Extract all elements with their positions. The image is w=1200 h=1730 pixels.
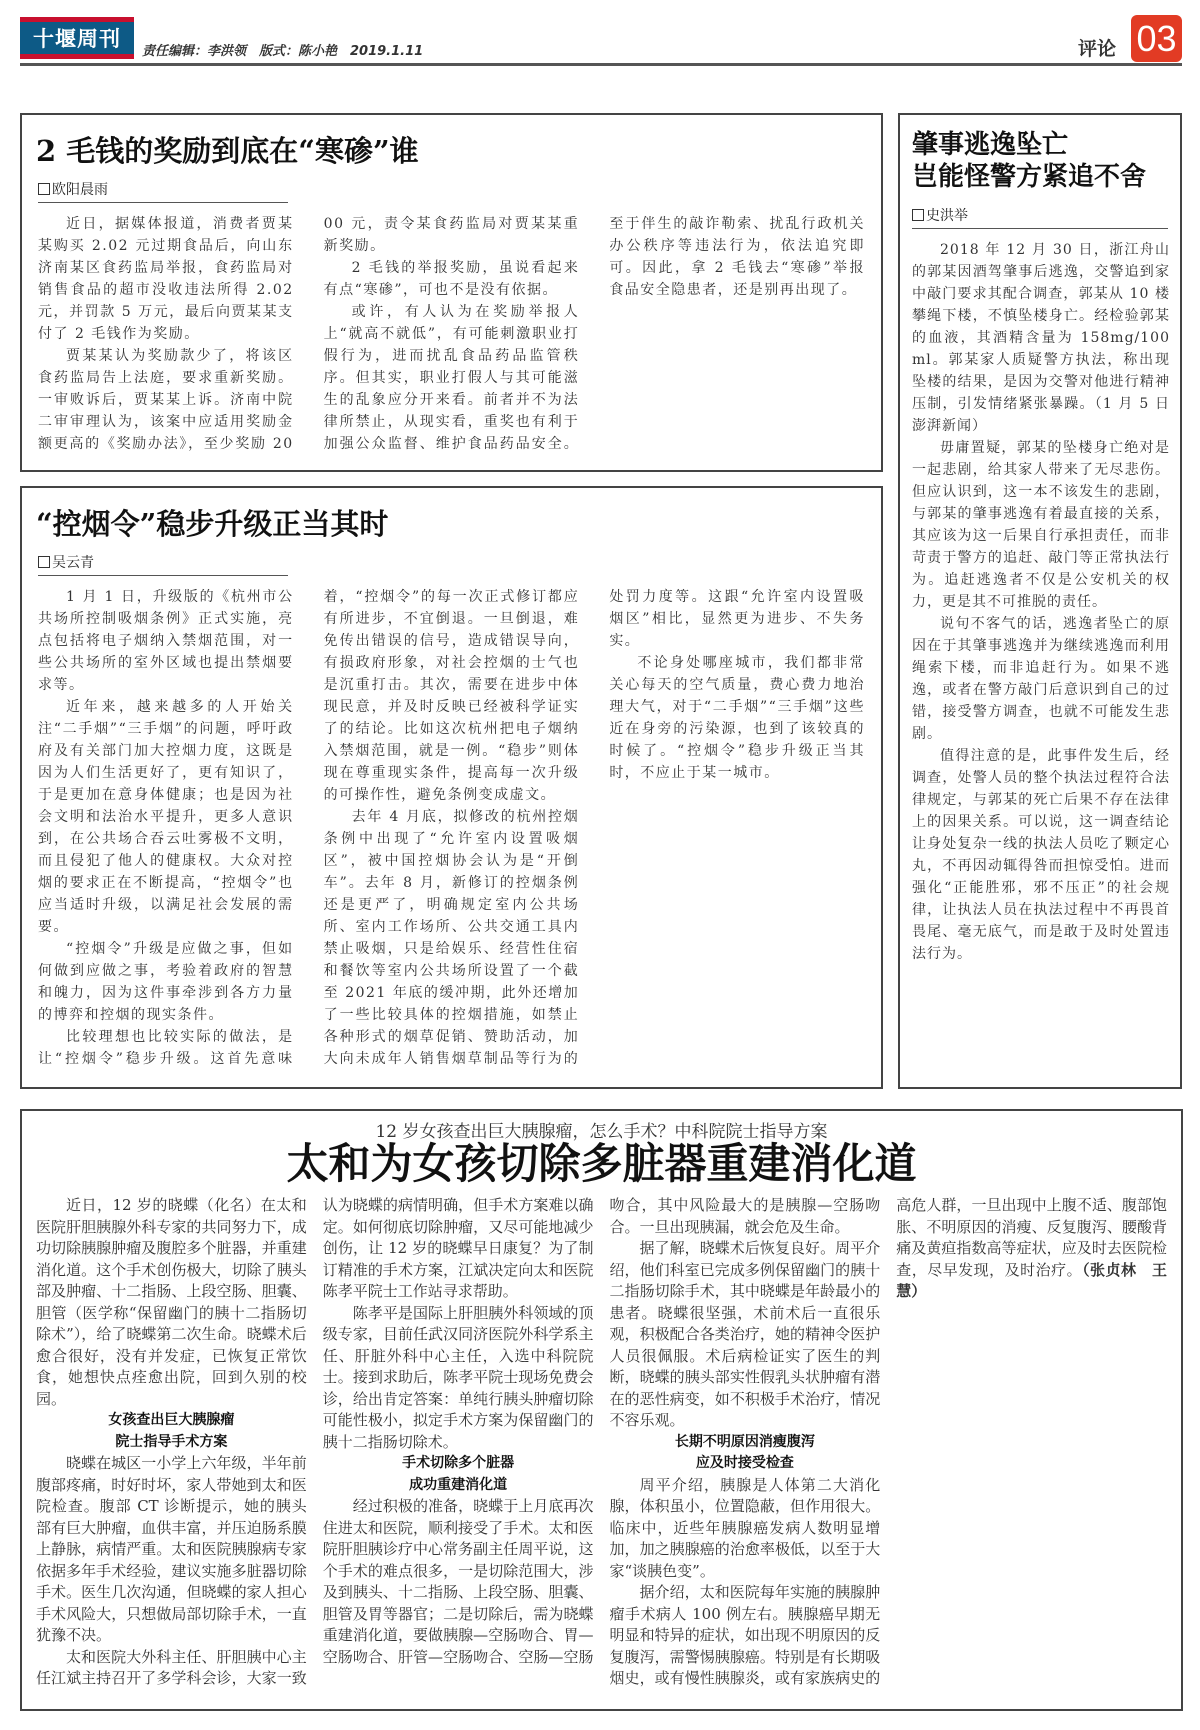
author-name: 吴云青	[52, 555, 94, 571]
subheading	[610, 1432, 881, 1475]
author-name: 史洪举	[926, 208, 968, 224]
paragraph: 不论身处哪座城市，我们都非常关心每天的空气质量，费心费力地治理大气，对于“二手烟”“三手烟”这些近在身旁的污染源，也到了该较真的时候了。“控烟令”稳步升级正当其时，不应止于某一城市。	[609, 655, 865, 781]
byline-box-icon	[38, 183, 50, 195]
subheading-line: 手术切除多个脏器	[402, 1455, 515, 1471]
title-line: 肇事逃逸坠亡	[912, 130, 1069, 160]
paragraph: 周平介绍，胰腺是人体第二大消化腺，体积虽小，位置隐蔽，但作用很大。临床中，近些年胰腺癌发病人数明显增加，加之胰腺癌的治愈率极低，以至于大家“谈胰色变”。	[609, 1475, 881, 1580]
feature-body	[36, 1195, 1167, 1703]
subheading-line: 院士指导手术方案	[115, 1433, 228, 1450]
sidebar-article	[898, 113, 1182, 1089]
paragraph: 1 月 1 日，升级版的《杭州市公共场所控制吸烟条例》正式实施，亮点包括将电子烟纳入禁烟范围，对一些公共场所的室外区域也提出禁烟要求等。	[38, 589, 294, 693]
article-body	[38, 213, 865, 463]
paragraph: 经过积极的准备，晓蝶于上月底再次住进太和医院，顺利接受了手术。太和医院肝胆胰诊疗中心常务副主任周平说，这个手术的难点很多，一是切除范围大，涉及到胰头、十二指肠、上段空肠、胆囊、胆管及胃等器官；二是切除后，需为晓蝶重建消化道，要做胰腺—空肠吻合、胃—空肠吻合、肝管—空肠吻合、空肠—空肠吻合，其中风险最大的是胰腺—空肠吻合。一旦出现胰漏，就会危及生命。	[322, 1196, 881, 1666]
paragraph: 毋庸置疑，郭某的坠楼身亡绝对是一起悲剧，给其家人带来了无尽悲伤。但应认识到，这一本不该发生的悲剧，与郭某的肇事逃逸有着最直接的关系，其应该为这一后果自行承担责任，而非苛责于警方的追赶、敲门等正常执法行为。追赶逃逸者不仅是公安机关的权力，更是其不可推脱的责任。	[912, 440, 1170, 610]
feature-kicker: 12 岁女孩查出巨大胰腺瘤，怎么手术？中科院院士指导方案	[375, 1122, 828, 1142]
subheading	[323, 1453, 594, 1496]
paragraph: 近年来，越来越多的人开始关注“二手烟”“三手烟”的问题，呼吁政府及有关部门加大控烟力度，这既是因为人们生活更好了，更有知识了，于是更加在意身体健康；也是因为社会文明和法治水平提升，更多人意识到，在公共场合吞云吐雾极不文明，而且侵犯了他人的健康权。大众对控烟的要求正在不断提高，“控烟令”也应当适时升级，以满足社会发展的需要。	[38, 699, 294, 935]
feature-article	[20, 1109, 1183, 1711]
subheading-line: 成功重建消化道	[409, 1476, 508, 1493]
title-line: 岂能怪警方紧追不舍	[912, 162, 1147, 192]
article-title: 2 毛钱的奖励到底在“寒碜”谁	[36, 134, 419, 168]
paragraph: 近日，据媒体报道，消费者贾某某购买 2.02 元过期食品后，向山东济南某区食药监局举报，食药监局对销售食品的超市没收违法所得 2.02 元，并罚款 5 万元，最后向贾某某支付了 2 毛钱作为奖励。	[38, 216, 294, 342]
paragraph: “控烟令”升级是应做之事，但如何做到应做之事，考验着政府的智慧和魄力，因为这件事牵涉到各方力量的博弈和控烟的现实条件。	[38, 941, 294, 1023]
feature-headline: 太和为女孩切除多脏器重建消化道	[286, 1139, 917, 1188]
paragraph: 太和医院大外科主任、肝胆胰中心主任江斌主持召开了多学科会诊，大家一致认为晓蝶的病情明确，但手术方案难以确定。如何彻底切除肿瘤，又尽可能地减少创伤，让 12 岁的晓蝶早日康复？为了制订精准的手术方案，江斌决定向太和医院陈孝平院士工作站寻求帮助。	[36, 1196, 594, 1687]
section-name: 评论	[1078, 38, 1117, 60]
paragraph: 或许，有人认为在奖励举报人上“就高不就低”，有可能刺激职业打假行为，进而扰乱食品药品监管秩序。但其实，职业打假人与其可能滋生的乱象应分开来看。前者并不为法律所禁止，从现实看，重奖也有利于加强公众监督、维护食品药品安全。至于伴生的敲诈勒索、扰乱行政机关办公秩序等违法行为，依法追究即可。因此，拿 2 毛钱去“寒碜”举报食品安全隐患者，还是别再出现了。	[323, 216, 865, 452]
paragraph: 近日，12 岁的晓蝶（化名）在太和医院肝胆胰腺外科专家的共同努力下，成功切除胰腺肿瘤及腹腔多个脏器，并重建消化道。这个手术创伤极大，切除了胰头部及肿瘤、十二指肠、上段空肠、胆囊、胆管（医学称“保留幽门的胰十二指肠切除术”），给了晓蝶第二次生命。晓蝶术后愈合很好，没有并发症，已恢复正常饮食，她想快点痊愈出院，回到久别的校园。	[36, 1196, 307, 1408]
paragraph: 说句不客气的话，逃逸者坠亡的原因在于其肇事逃逸并为继续逃逸而利用绳索下楼，而非追赶行为。如果不逃逸，或者在警方敲门后意识到自己的过错，接受警方调查，也就不可能发生悲剧。	[912, 616, 1170, 742]
author-name: 欧阳晨雨	[52, 182, 108, 198]
paragraph: 晓蝶在城区一小学上六年级，半年前腹部疼痛，时好时坏，家人带她到太和医院检查。腹部 CT 诊断提示，她的胰头部有巨大肿瘤，血供丰富，并压迫肠系膜上静脉，病情严重。太和医院胰腺病专家依据多年手术经验，建议实施多脏器切除手术。医生几次沟通，但晓蝶的家人担心手术风险大，只想做局部切除手术，一直犹豫不决。	[36, 1454, 307, 1644]
article-reward	[20, 113, 883, 472]
subheading-line: 长期不明原因消瘦腹泻	[674, 1433, 815, 1450]
byline	[912, 205, 1168, 229]
editor-credits: 责任编辑：李洪领 版式：陈小艳 2019.1.11	[142, 44, 424, 59]
paragraph: 值得注意的是，此事件发生后，经调查，处警人员的整个执法过程符合法律规定，与郭某的死亡后果不存在法律上的因果关系。可以说，这一调查结论让身处复杂一线的执法人员吃了颗定心丸，不再因动辄得咎而担惊受怕。进而强化“正能胜邪，邪不压正”的社会规律，让执法人员在执法过程中不再畏首畏尾、毫无底气，而是敢于及时处置违法行为。	[912, 748, 1170, 962]
paragraph: 贾某某认为奖励款少了，将该区食药监局告上法庭，要求重新奖励。一审败诉后，贾某某上诉。济南中院二审审理认为，该案中应适用奖励金额更高的《奖励办法》，至少奖励 2000 元，责令某食药监局对贾某某重新奖励。	[38, 216, 580, 452]
header-divider	[20, 63, 1182, 66]
byline-box-icon	[38, 556, 50, 568]
article-body	[38, 586, 865, 1082]
byline	[38, 552, 288, 576]
subheading-line: 女孩查出巨大胰腺瘤	[108, 1412, 235, 1428]
page-number-badge: 03	[1131, 15, 1182, 62]
article-title: “控烟令”稳步升级正当其时	[36, 507, 389, 541]
paragraph: 2018 年 12 月 30 日，浙江舟山的郭某因酒驾肇事后逃逸，交警追到家中敲门要求其配合调查，郭某从 10 楼攀绳下楼，不慎坠楼身亡。经检验郭某的血液，其酒精含量为 158mg/100ml。郭某家人质疑警方执法，称出现坠楼的结果，是因为交警对他进行精神压制，引发情绪紧张暴躁。（1 月 5 日澎湃新闻）	[912, 242, 1170, 434]
byline	[38, 179, 288, 203]
paragraph: 去年 4 月底，拟修改的杭州控烟条例中出现了“允许室内设置吸烟区”，被中国控烟协会认为是“开倒车”。去年 8 月，新修订的控烟条例还是更严了，明确规定室内公共场所、室内工作场所、公共交通工具内禁止吸烟，只是给娱乐、经营性住宿和餐饮等室内公共场所设置了一个截至 2021 年底的缓冲期，此外还增加了一些比较具体的控烟措施，如禁止各种形式的烟草促销、赞助活动，加大向未成年人销售烟草制品等行为的处罚力度等。这跟“允许室内设置吸烟区”相比，显然更为进步、不失务实。	[323, 589, 865, 1067]
paragraph: 2 毛钱的举报奖励，虽说看起来有点“寒碜”，可也不是没有依据。	[323, 260, 580, 298]
article-smoking-ban	[20, 486, 883, 1089]
masthead-logo: 十堰周刊	[20, 17, 134, 59]
paragraph-text: 据介绍，太和医院每年实施的胰腺肿瘤手术病人 100 例左右。胰腺癌早期无明显和特异的症状，如出现不明原因的反复腹泻，需警惕胰腺癌。特别是有长期吸烟史，或有慢性胰腺炎，或有家族病史的高危人群，一旦出现中上腹不适、腹部饱胀、不明原因的消瘦、反复腹泻、腰酸背痛及黄疸指数高等症状，应及时去医院检查，尽早发现，及时治疗。	[609, 1196, 1167, 1687]
sidebar-title	[912, 129, 1146, 193]
subheading	[36, 1410, 307, 1453]
paragraph: 比较理想也比较实际的做法，是让“控烟令”稳步升级。这首先意味着，“控烟令”的每一次正式修订都应有所进步，不宜倒退。一旦倒退，难免传出错误的信号，造成错误导向，有损政府形象，对社会控烟的士气也是沉重打击。其次，需要在进步中体现民意，并及时反映已经被科学证实了的结论。比如这次杭州把电子烟纳入禁烟范围，就是一例。“稳步”则体现在尊重现实条件，提高每一次升级的可操作性，避免条例变成虚文。	[38, 589, 580, 1067]
paragraph: 据了解，晓蝶术后恢复良好。周平介绍，他们科室已完成多例保留幽门的胰十二指肠切除手术，其中晓蝶是年龄最小的患者。晓蝶很坚强，术前术后一直很乐观，积极配合各类治疗，她的精神令医护人员很佩服。术后病检证实了医生的判断，晓蝶的胰头部实性假乳头状肿瘤有潜在的恶性病变，如不积极手术治疗，情况不容乐观。	[609, 1239, 881, 1429]
author-signature: （张贞林 王慧）	[896, 1260, 1167, 1300]
subheading-line: 应及时接受检查	[695, 1455, 794, 1471]
paragraph: 陈孝平是国际上肝胆胰外科领域的顶级专家，目前任武汉同济医院外科学系主任、肝脏外科中心主任，入选中科院院士。接到求助后，陈孝平院士现场免费会诊，给出肯定答案：单纯行胰头肿瘤切除可能性极小，拟定手术方案为保留幽门的胰十二指肠切除术。	[322, 1303, 594, 1451]
byline-box-icon	[912, 209, 924, 221]
sidebar-body	[912, 239, 1170, 1079]
